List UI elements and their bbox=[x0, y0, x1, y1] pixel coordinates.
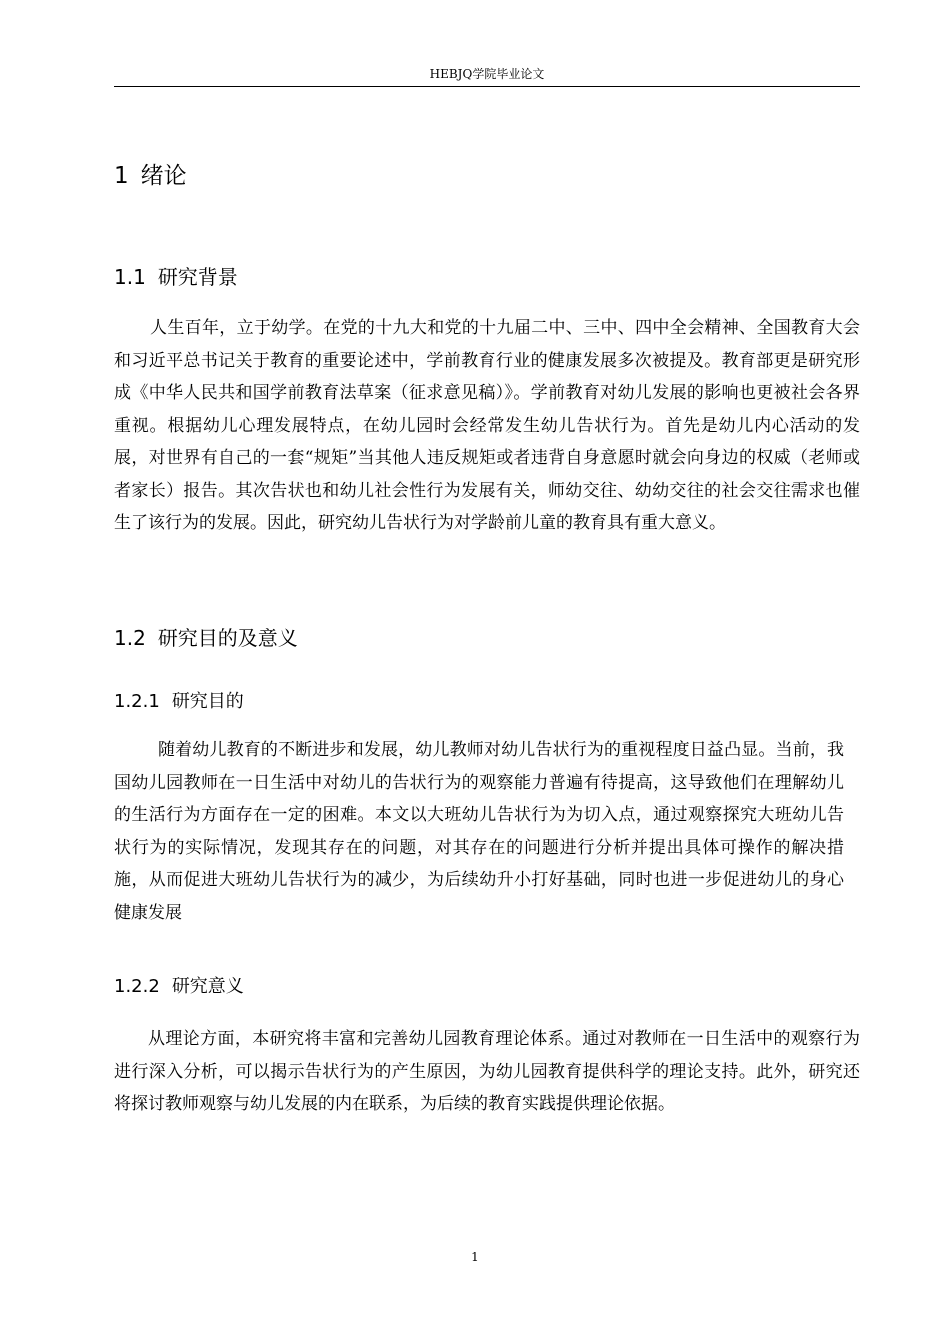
subsection-title: 研究意义 bbox=[171, 976, 244, 997]
paragraph-significance: 从理论方面，本研究将丰富和完善幼儿园教育理论体系。通过对教师在一日生活中的观察行为进行深入分析，可以揭示告状行为的产生原因，为幼儿园教育提供科学的理论支持。此外，研究还将探讨教师观察与幼儿发展的内在联系，为后续的教育实践提供理论依据。 bbox=[114, 1029, 860, 1114]
section-number: 1.2 bbox=[114, 626, 146, 650]
subsection-title: 研究目的 bbox=[171, 691, 244, 712]
page-number: 1 bbox=[471, 1250, 479, 1264]
subsection-heading-purpose bbox=[114, 688, 244, 716]
paragraph-background: 人生百年，立于幼学。在党的十九大和党的十九届二中、三中、四中全会精神、全国教育大会和习近平总书记关于教育的重要论述中，学前教育行业的健康发展多次被提及。教育部更是研究形成《中华人民共和国学前教育法草案（征求意见稿）》。学前教育对幼儿发展的影响也更被社会各界重视。根据幼儿心理发展特点，在幼儿园时会经常发生幼儿告状行为。首先是幼儿内心活动的发展，对世界有自己的一套“规矩”当其他人违反规矩或者违背自身意愿时就会向身边的权威（老师或者家长）报告。其次告状也和幼儿社会性行为发展有关，师幼交往、幼幼交往的社会交往需求也催生了该行为的发展。因此，研究幼儿告状行为对学龄前儿童的教育具有重大意义。 bbox=[114, 318, 860, 533]
section-number: 1.1 bbox=[114, 265, 146, 289]
section-title: 研究背景 bbox=[157, 265, 238, 289]
paragraph-purpose: 随着幼儿教育的不断进步和发展，幼儿教师对幼儿告状行为的重视程度日益凸显。当前，我国幼儿园教师在一日生活中对幼儿的告状行为的观察能力普遍有待提高，这导致他们在理解幼儿的生活行为方面存在一定的困难。本文以大班幼儿告状行为为切入点，通过观察探究大班幼儿告状行为的实际情况，发现其存在的问题，对其存在的问题进行分析并提出具体可操作的解决措施，从而促进大班幼儿告状行为的减少，为后续幼升小打好基础，同时也进一步促进幼儿的身心健康发展 bbox=[114, 740, 844, 923]
header-divider bbox=[114, 86, 860, 87]
chapter-heading bbox=[114, 159, 187, 193]
subsection-heading-significance bbox=[114, 973, 244, 1001]
page-header: HEBJQ学院毕业论文 bbox=[429, 67, 545, 81]
chapter-title: 绪论 bbox=[140, 163, 187, 189]
chapter-number: 1 bbox=[114, 163, 129, 189]
section-title: 研究目的及意义 bbox=[157, 626, 298, 650]
subsection-number: 1.2.2 bbox=[114, 976, 160, 997]
subsection-number: 1.2.1 bbox=[114, 691, 160, 712]
section-heading-purpose-significance bbox=[114, 623, 298, 653]
section-heading-background bbox=[114, 262, 238, 292]
